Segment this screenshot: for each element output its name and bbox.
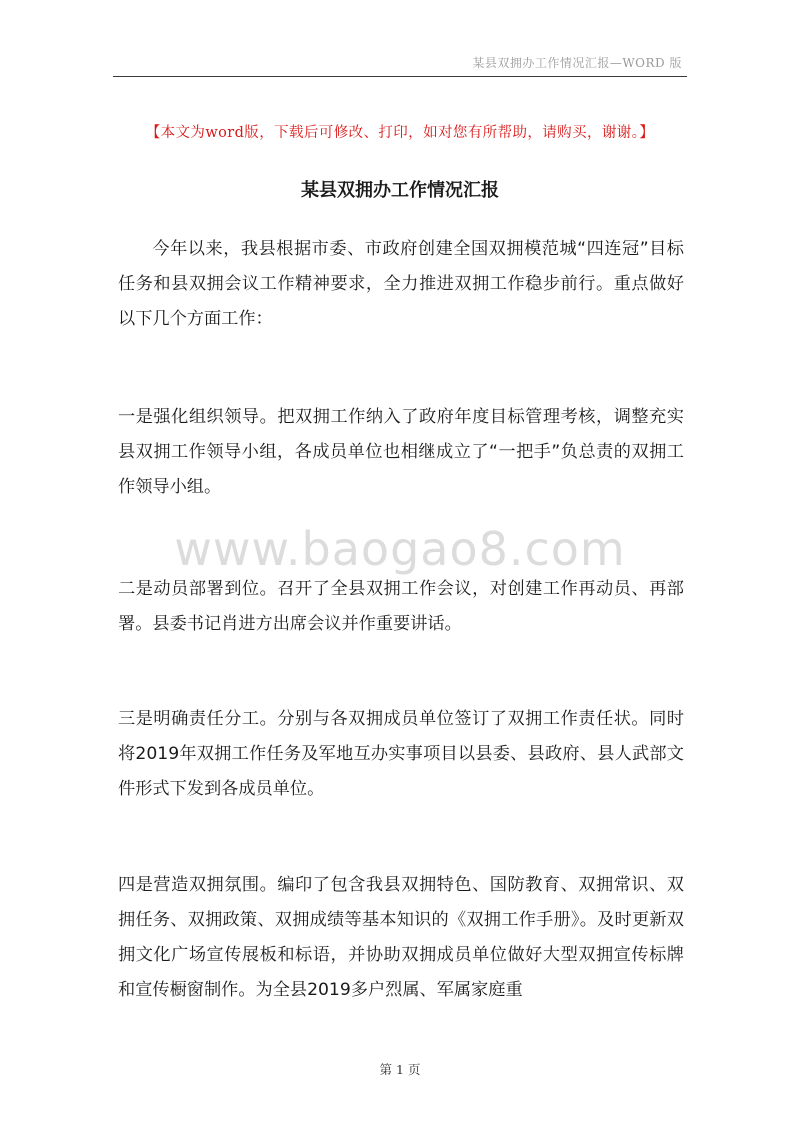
- running-header: 某县双拥办工作情况汇报—WORD 版: [472, 56, 682, 70]
- document-title: 某县双拥办工作情况汇报: [301, 180, 499, 201]
- page-number: 第 1 页: [379, 1062, 421, 1077]
- watermark: www.baogao8.com: [174, 522, 626, 576]
- paragraph-intro: 今年以来，我县根据市委、市政府创建全国双拥模范城“四连冠”目标任务和县双拥会议工作精神要求，全力推进双拥工作稳步前行。重点做好以下几个方面工作：: [118, 239, 684, 329]
- paragraph-atmosphere: 四是营造双拥氛围。编印了包含我县双拥特色、国防教育、双拥常识、双拥任务、双拥政策、双拥成绩等基本知识的《双拥工作手册》。及时更新双拥文化广场宣传展板和标语，并协助双拥成员单位做好大型双拥宣传标牌和宣传橱窗制作。为全县2019多户烈属、军属家庭重: [118, 875, 684, 1000]
- paragraph-organization: 一是强化组织领导。把双拥工作纳入了政府年度目标管理考核，调整充实县双拥工作领导小组，各成员单位也相继成立了“一把手”负总责的双拥工作领导小组。: [118, 407, 684, 497]
- header-divider: [113, 76, 687, 77]
- paragraph-responsibility: 三是明确责任分工。分别与各双拥成员单位签订了双拥工作责任状。同时将2019年双拥工作任务及军地互办实事项目以县委、县政府、县人武部文件形式下发到各成员单位。: [118, 709, 684, 799]
- paragraph-mobilization: 二是动员部署到位。召开了全县双拥工作会议，对创建工作再动员、再部署。县委书记肖进方出席会议并作重要讲话。: [118, 579, 684, 634]
- word-version-notice: 【本文为word版，下载后可修改、打印，如对您有所帮助，请购买，谢谢。】: [145, 125, 655, 141]
